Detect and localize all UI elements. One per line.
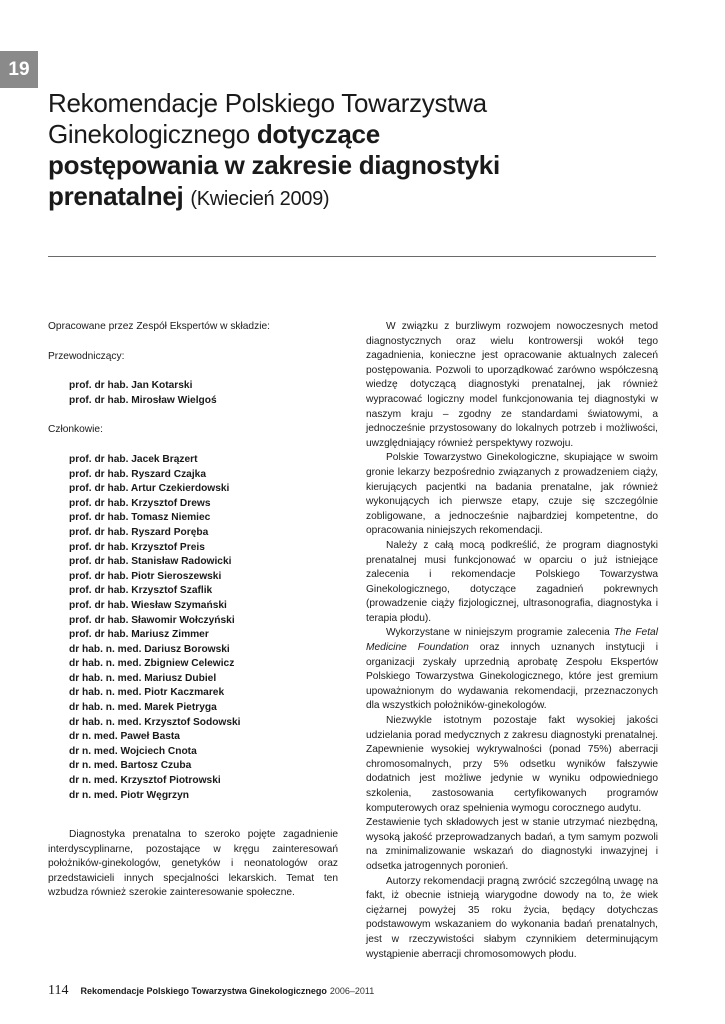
- expert-name: prof. dr hab. Jan Kotarski: [69, 380, 193, 392]
- expert-name: dr hab. n. med. Mariusz Dubiel: [69, 672, 217, 684]
- body-text-column: [366, 320, 658, 962]
- expert-name: dr n. med. Paweł Basta: [69, 731, 180, 743]
- expert-name: dr n. med. Wojciech Cnota: [69, 745, 197, 757]
- paragraph-4: [366, 626, 658, 714]
- prepared-by-label: Opracowane przez Zespół Ekspertów w składzie:: [48, 321, 270, 332]
- expert-name: dr hab. n. med. Zbigniew Celewicz: [69, 658, 235, 670]
- title-bold-2: postępowania w zakresie diagnostyki: [48, 150, 500, 180]
- expert-name: prof. dr hab. Wiesław Szymański: [69, 599, 227, 611]
- expert-name: prof. dr hab. Krzysztof Szaflik: [69, 585, 213, 597]
- expert-name: prof. dr hab. Ryszard Czajka: [69, 468, 206, 480]
- expert-name: prof. dr hab. Sławomir Wołczyński: [69, 614, 235, 626]
- expert-name: dr n. med. Piotr Węgrzyn: [69, 789, 189, 801]
- expert-name: prof. dr hab. Piotr Sieroszewski: [69, 570, 222, 582]
- chair-label: Przewodniczący:: [48, 350, 125, 362]
- paragraph-5: Niezwykle istotnym pozostaje fakt wysokiej jakości udzielania porad medycznych z zakresu diagnostyki prenatalnej. Zapewnienie wysokiej wykrywalności (ponad 75%) aberracji chromosomalnych, przy 5% odsetku wyników fałszywie dodatnich jest możliwe jedynie w wyniku odpowiedniego szkolenia, zastosowania certyfikowanych programów komputerowych oraz spełnienia wymogu corocznego audytu.: [366, 715, 658, 814]
- expert-name: prof. dr hab. Stanisław Radowicki: [69, 556, 232, 568]
- expert-name: dr hab. n. med. Marek Pietryga: [69, 702, 217, 714]
- paragraph-4-before: Wykorzystane w niniejszym programie zalecenia: [386, 627, 614, 639]
- paragraph-6: Zestawienie tych składowych jest w stanie utrzymać niezbędną, wysoką jakość przeprowadzanych badań, a tym samym pozwoli na zminimalizowanie wskazań do diagnostyki inwazyjnej i odsetka jatrogennych poronień.: [366, 817, 658, 872]
- intro-section: [48, 828, 338, 901]
- title-light-line: Rekomendacje Polskiego Towarzystwa: [48, 88, 487, 118]
- chairs-list: [48, 379, 338, 408]
- title-date: (Kwiecień 2009): [190, 188, 330, 210]
- paragraph-2: Polskie Towarzystwo Ginekologiczne, skupiające w swoim gronie lekarzy bezpośrednio związanych z prowadzeniem ciąży, kierujących pacjentki na badania prenatalne, jak również wykonujących ich pierwsze etapy, czuje się szczególnie zobligowane, a jednocześnie najbardziej kompetentne, do opracowania niniejszych rekomendacji.: [366, 452, 658, 537]
- chapter-number-tab: 19: [0, 51, 38, 88]
- expert-name: dr hab. n. med. Dariusz Borowski: [69, 643, 230, 655]
- members-list: [48, 453, 338, 803]
- expert-name: prof. dr hab. Ryszard Poręba: [69, 526, 209, 538]
- expert-name: prof. dr hab. Tomasz Niemiec: [69, 512, 211, 524]
- page-title: [48, 88, 648, 215]
- page-number: 114: [48, 983, 69, 998]
- paragraph-4-after: oraz innych uznanych instytucji i organizacji zyskały uprzednią aprobatę Zespołu Ekspertów Polskiego Towarzystwa Ginekologicznego, które jest gremium upoważnionym do wydawania rekomendacji, przeznaczonych dla wszystkich położników-ginekologów.: [366, 642, 659, 712]
- expert-name: prof. dr hab. Mirosław Wielgoś: [69, 394, 217, 406]
- expert-name: dr hab. n. med. Piotr Kaczmarek: [69, 687, 225, 699]
- expert-name: prof. dr hab. Jacek Brązert: [69, 453, 198, 465]
- expert-name: dr n. med. Bartosz Czuba: [69, 760, 192, 772]
- expert-team-section: [48, 320, 338, 803]
- paragraph-4-italic: The Fetal Medicine Foundation: [366, 627, 658, 654]
- footer-years: 2006–2011: [329, 986, 375, 996]
- expert-name: prof. dr hab. Artur Czekierdowski: [69, 483, 230, 495]
- expert-name: prof. dr hab. Krzysztof Preis: [69, 541, 205, 553]
- expert-name: dr n. med. Krzysztof Piotrowski: [69, 775, 221, 787]
- members-label: Członkowie:: [48, 424, 103, 436]
- title-bold-3: prenatalnej: [48, 181, 184, 211]
- paragraph-1: W związku z burzliwym rozwojem nowoczesnych metod diagnostycznych oraz wielu kontrowersji wokół tego zagadnienia, konieczne jest opracowanie aktualnych zaleceń postępowania. Pozwoli to uporządkować zarówno współczesną wiedzę dotyczącą diagnostyki prenatalnej, jak również wypracować logiczny model funkcjonowania tej diagnostyki w naszym kraju – zgodny ze standardami światowymi, a jednocześnie przystosowany do lokalnych potrzeb i możliwości, uwzględniający również perspektywy rozwoju.: [366, 321, 658, 449]
- expert-name: prof. dr hab. Mariusz Zimmer: [69, 629, 209, 641]
- title-light-prefix: Ginekologicznego: [48, 119, 250, 149]
- expert-name: dr hab. n. med. Krzysztof Sodowski: [69, 716, 241, 728]
- title-divider: [48, 256, 656, 257]
- paragraph-3: Należy z całą mocą podkreślić, że program diagnostyki prenatalnej musi funkcjonować w oparciu o już istniejące zalecenia i rekomendacje Polskiego Towarzystwa Ginekologicznego, dotyczące zagadnień pokrewnych (prowadzenie ciąży fizjologicznej, ultrasonografia, diagnostyka i terapia płodu).: [366, 539, 658, 624]
- paragraph-7: Autorzy rekomendacji pragną zwrócić szczególną uwagę na fakt, iż obecnie istnieją wiarygodne dowody na to, że wiek ciężarnej powyżej 35 roku życia, będący dotychczas podstawowym wskazaniem do wykonania badań prenatalnych, jest w rzeczywistości słabym czynnikiem determinującym wystąpienie aberracji chromosomowych płodu.: [366, 875, 658, 960]
- footer-title: Rekomendacje Polskiego Towarzystwa Ginekologicznego: [80, 986, 327, 996]
- expert-name: prof. dr hab. Krzysztof Drews: [69, 497, 211, 509]
- page-footer: [48, 983, 668, 1003]
- intro-paragraph: Diagnostyka prenatalna to szeroko pojęte zagadnienie interdyscyplinarne, pozostające w kręgu zainteresowań położników-ginekologów, genetyków i neonatologów oraz przedstawicieli innych specjalności lekarskich. Temat ten wzbudza również szerokie zainteresowanie społeczne.: [48, 829, 338, 899]
- title-bold-1: dotyczące: [256, 119, 380, 149]
